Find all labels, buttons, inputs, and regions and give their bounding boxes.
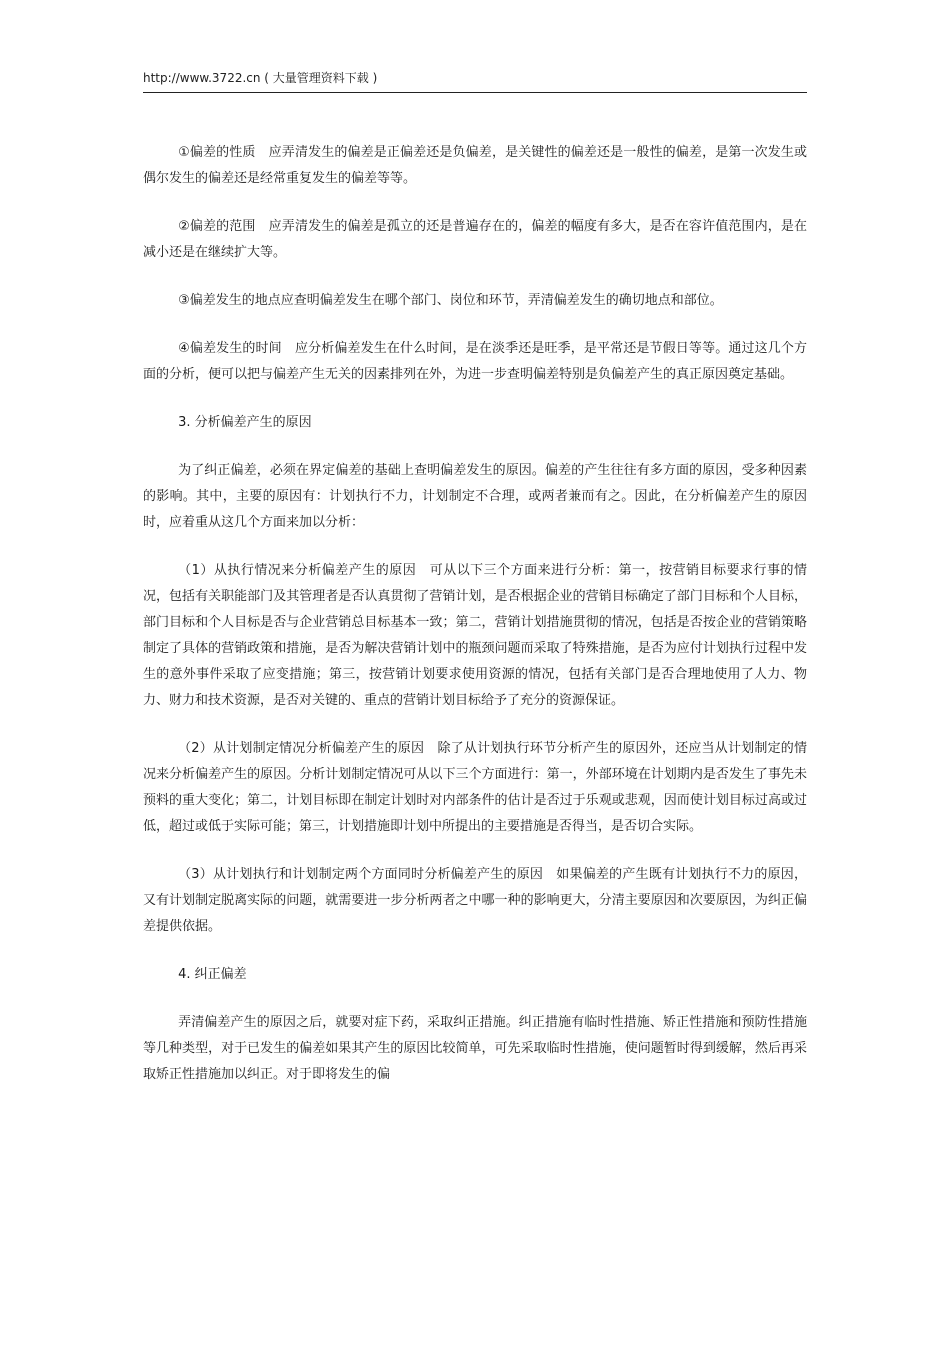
page-header bbox=[143, 70, 807, 93]
paragraph-planning-analysis: （2）从计划制定情况分析偏差产生的原因 除了从计划执行环节分析产生的原因外，还应当从计划制定的情况来分析偏差产生的原因。分析计划制定情况可从以下三个方面进行：第一，外部环境在计划期内是否发生了事先未预料的重大变化；第二，计划目标即在制定计划时对内部条件的估计是否过于乐观或悲观，因而使计划目标过高或过低，超过或低于实际可能；第三，计划措施即计划中所提出的主要措施是否得当，是否切合实际。 bbox=[143, 741, 807, 834]
section-heading-correct-deviation: 4. 纠正偏差 bbox=[178, 967, 247, 982]
paragraph-execution-analysis: （1）从执行情况来分析偏差产生的原因 可从以下三个方面来进行分析：第一，按营销目标要求行事的情况，包括有关职能部门及其管理者是否认真贯彻了营销计划，是否根据企业的营销目标确定了部门目标和个人目标，部门目标和个人目标是否与企业营销总目标基本一致；第二，营销计划措施贯彻的情况，包括是否按企业的营销策略制定了具体的营销政策和措施，是否为解决营销计划中的瓶颈问题而采取了特殊措施，是否为应付计划执行过程中发生的意外事件采取了应变措施；第三，按营销计划要求使用资源的情况，包括有关部门是否合理地使用了人力、物力、财力和技术资源，是否对关键的、重点的营销计划目标给予了充分的资源保证。 bbox=[143, 563, 807, 708]
paragraph-corrective-measures: 弄清偏差产生的原因之后，就要对症下药，采取纠正措施。纠正措施有临时性措施、矫正性措施和预防性措施等几种类型，对于已发生的偏差如果其产生的原因比较简单，可先采取临时性措施，使问题暂时得到缓解，然后再采取矫正性措施加以纠正。对于即将发生的偏 bbox=[143, 1015, 807, 1082]
paragraph-deviation-time: ④偏差发生的时间 应分析偏差发生在什么时间，是在淡季还是旺季，是平常还是节假日等等。通过这几个方面的分析，便可以把与偏差产生无关的因素排列在外，为进一步查明偏差特别是负偏差产生的真正原因奠定基础。 bbox=[143, 341, 807, 382]
section-heading-analyze-causes: 3. 分析偏差产生的原因 bbox=[178, 415, 312, 430]
paragraph-deviation-location: ③偏差发生的地点应查明偏差发生在哪个部门、岗位和环节，弄清偏差发生的确切地点和部位。 bbox=[178, 293, 723, 308]
document-body bbox=[143, 140, 807, 1110]
paragraph-causes-intro: 为了纠正偏差，必须在界定偏差的基础上查明偏差发生的原因。偏差的产生往往有多方面的原因，受多种因素的影响。其中，主要的原因有：计划执行不力，计划制定不合理，或两者兼而有之。因此，在分析偏差产生的原因时，应着重从这几个方面来加以分析： bbox=[143, 463, 807, 530]
paragraph-combined-analysis: （3）从计划执行和计划制定两个方面同时分析偏差产生的原因 如果偏差的产生既有计划执行不力的原因，又有计划制定脱离实际的问题，就需要进一步分析两者之中哪一种的影响更大，分清主要原因和次要原因，为纠正偏差提供依据。 bbox=[143, 867, 807, 934]
paragraph-deviation-scope: ②偏差的范围 应弄清发生的偏差是孤立的还是普遍存在的，偏差的幅度有多大，是否在容许值范围内，是在减小还是在继续扩大等。 bbox=[143, 219, 807, 260]
paragraph-deviation-nature: ①偏差的性质 应弄清发生的偏差是正偏差还是负偏差，是关键性的偏差还是一般性的偏差，是第一次发生或偶尔发生的偏差还是经常重复发生的偏差等等。 bbox=[143, 145, 807, 186]
header-link[interactable]: http://www.3722.cn ( 大量管理资料下载 ) bbox=[143, 71, 378, 85]
